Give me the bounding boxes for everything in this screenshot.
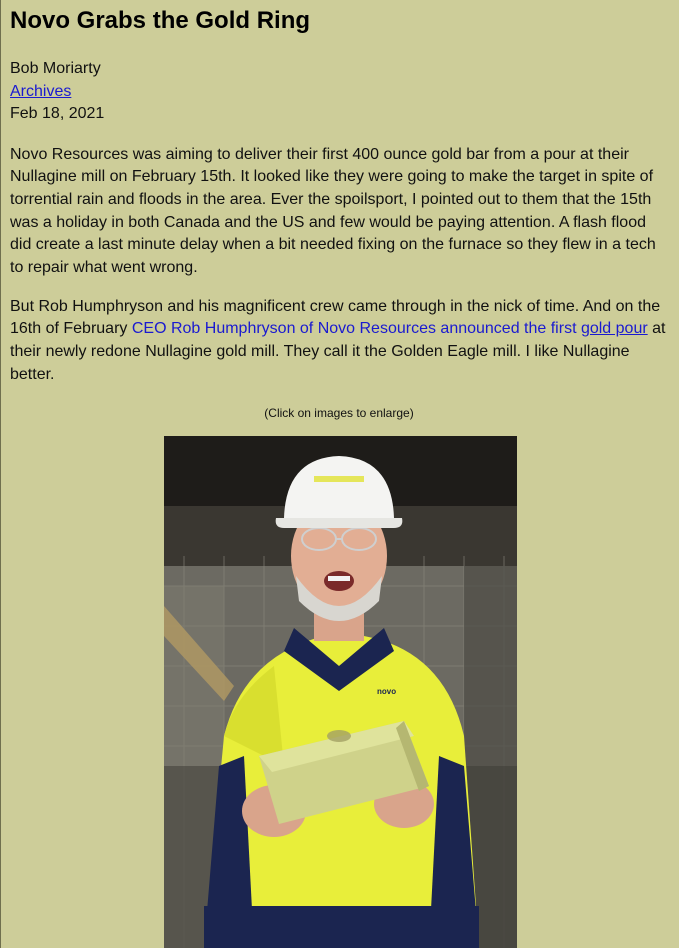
article-paragraph-2 (10, 296, 668, 387)
gold-bar-photo[interactable] (164, 436, 517, 948)
archives-link[interactable]: Archives (10, 82, 72, 100)
publish-date: Feb 18, 2021 (10, 105, 105, 122)
article-paragraph-1: Novo Resources was aiming to deliver their first 400 ounce gold bar from a pour at their Nullagine mill on February 15th. It looked like they were going to make the target in spite of torrential rain and floods in the area. Ever the spoilsport, I pointed out to them that the 15th was a holiday in both Canada and the US and few would be paying attention. A flash flood did create a last minute delay when a bit needed fixing on the furnace so they flew in a tech to repair what went wrong. (10, 145, 656, 277)
paragraph-2-text-after: at their newly redone Nullagine gold mill. They call it the Golden Eagle mill. I like Nullagine better. (10, 320, 666, 383)
paragraph-2-text-before: But Rob Humphryson and his magnificent crew came through in the nick of time. And on the 16th of February (10, 297, 661, 338)
byline (10, 58, 668, 126)
author-name: Bob Moriarty (10, 60, 101, 77)
image-caption: (Click on images to enlarge) (264, 405, 414, 420)
article-title: Novo Grabs the Gold Ring (10, 7, 311, 34)
photo-illustration (164, 436, 517, 948)
announcement-link-text: CEO Rob Humphryson of Novo Resources announced the first (131, 320, 581, 338)
shirt-logo-text: novo (377, 687, 397, 696)
announcement-link-underlined-text: gold pour (580, 320, 648, 338)
gold-pour-announcement-link[interactable] (132, 320, 648, 337)
